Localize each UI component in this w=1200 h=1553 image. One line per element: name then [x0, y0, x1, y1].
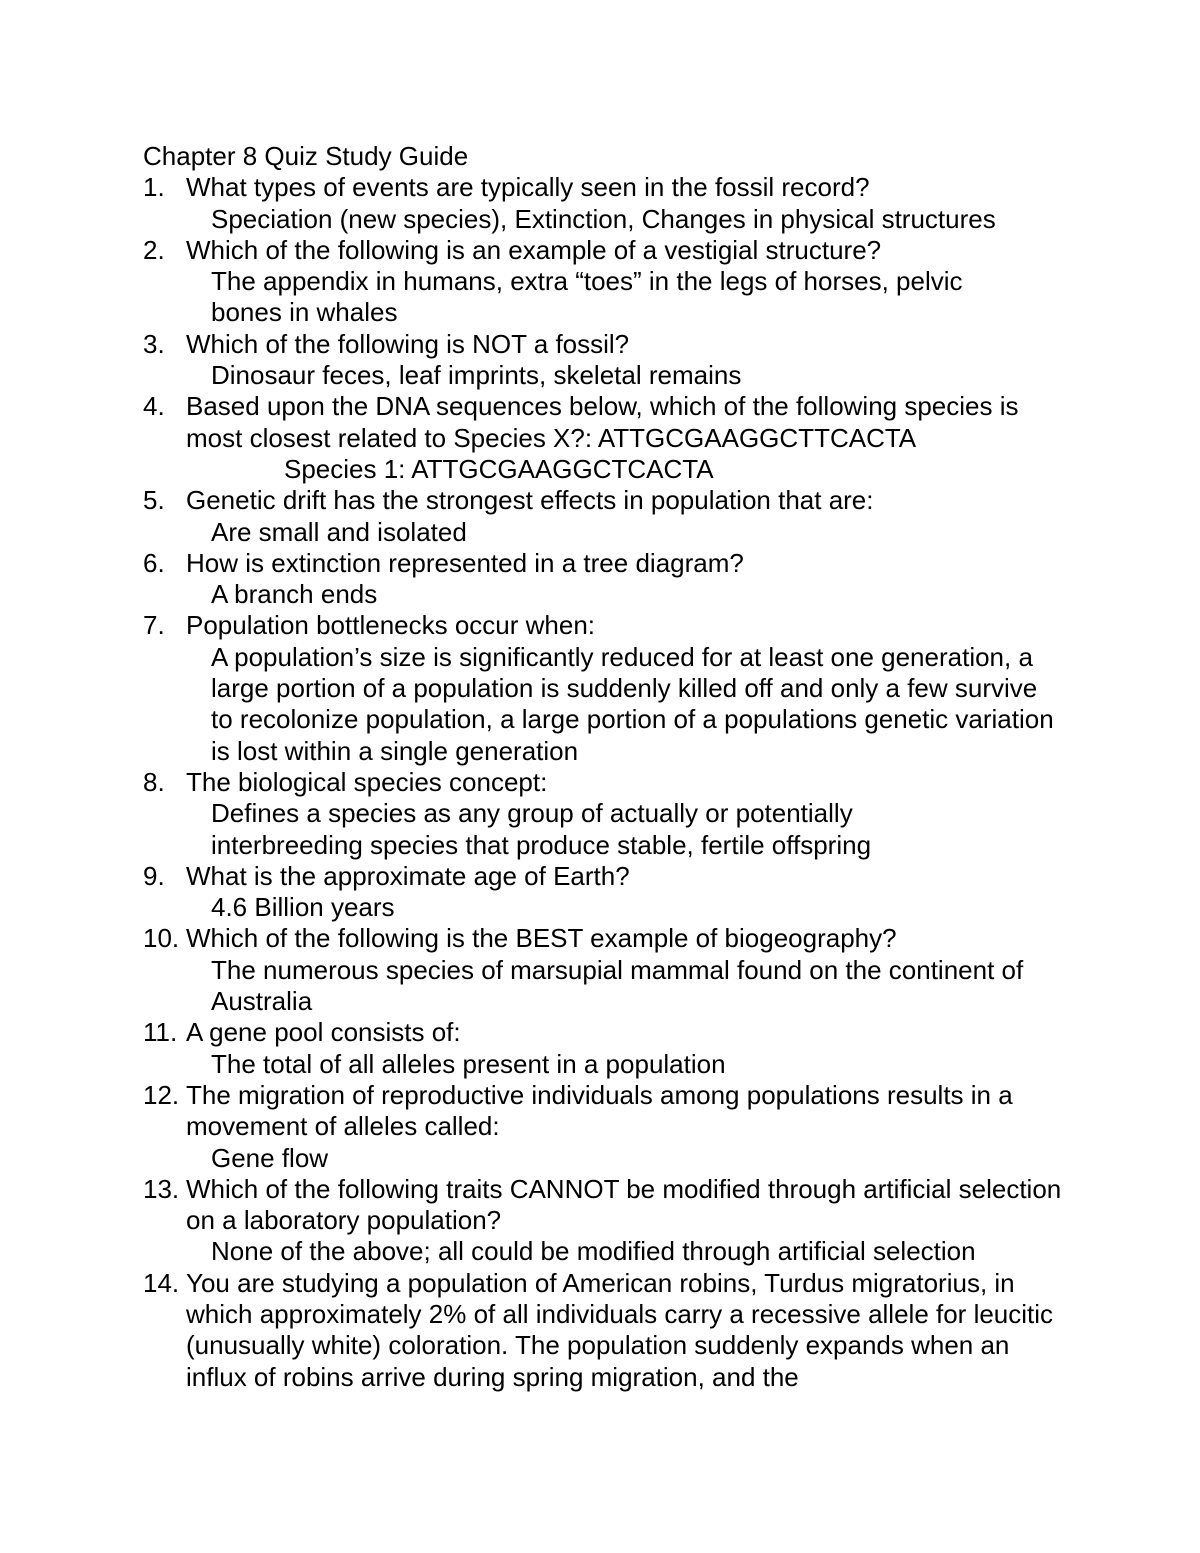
answer-text: A population’s size is significantly reduced for at least one generation, a large portion of a population is suddenly killed off and only a few survive to recolonize population, a large portion of a populations genetic variation is lost within a single generation	[211, 641, 1054, 766]
question-text: A gene pool consists of:	[186, 1017, 461, 1048]
document-title: Chapter 8 Quiz Study Guide	[143, 141, 469, 171]
answer-text: None of the above; all could be modified through artificial selection	[211, 1236, 976, 1267]
answer-text: The total of all alleles present in a population	[211, 1048, 726, 1079]
question-text: Which of the following traits CANNOT be modified through artificial selection on a laboratory population?	[186, 1173, 1062, 1236]
question-text: Which of the following is the BEST example of biogeography?	[186, 923, 897, 954]
question-10	[143, 923, 1063, 1017]
answer-text: 4.6 Billion years	[211, 892, 395, 923]
question-number: 12.	[143, 1079, 180, 1110]
question-text: Genetic drift has the strongest effects in population that are:	[186, 485, 874, 516]
question-6	[143, 548, 1063, 611]
answer-text: A branch ends	[211, 579, 378, 610]
dna-sequence-species-1: Species 1: ATTGCGAAGGCTCACTA	[284, 453, 714, 484]
question-number: 8.	[143, 766, 165, 797]
question-number: 3.	[143, 328, 165, 359]
question-text: What types of events are typically seen in the fossil record?	[186, 172, 870, 203]
question-text: Based upon the DNA sequences below, which of the following species is most closest related to Species X?: ATTGCGAAGGCTTCACTA	[186, 391, 1019, 453]
question-number: 5.	[143, 485, 165, 516]
question-number: 11.	[143, 1017, 178, 1048]
question-3	[143, 329, 1063, 392]
answer-text: The numerous species of marsupial mammal found on the continent of Australia	[211, 954, 1024, 1017]
answer-text: Are small and isolated	[211, 516, 467, 547]
question-number: 9.	[143, 860, 165, 891]
answer-text: Defines a species as any group of actually or potentially interbreeding species that produce stable, fertile offspring	[211, 798, 872, 860]
study-guide-content	[143, 141, 1063, 1393]
question-number: 7.	[143, 610, 165, 641]
question-2	[143, 235, 1063, 329]
question-5	[143, 485, 1063, 548]
question-text: You are studying a population of American robins, Turdus migratorius, in which approximately 2% of all individuals carry a recessive allele for leucitic (unusually white) coloration. The population suddenly expands when an influx of robins arrive during spring migration, and the	[186, 1267, 1054, 1392]
question-text: What is the approximate age of Earth?	[186, 860, 630, 891]
question-text: Which of the following is NOT a fossil?	[186, 328, 630, 359]
question-text: Population bottlenecks occur when:	[186, 610, 596, 641]
answer-text: The appendix in humans, extra “toes” in the legs of horses, pelvic bones in whales	[211, 266, 963, 328]
answer-text: Gene flow	[211, 1142, 329, 1173]
question-number: 6.	[143, 547, 165, 578]
question-number: 1.	[143, 172, 165, 203]
question-11	[143, 1017, 1063, 1080]
question-number: 4.	[143, 391, 165, 422]
question-number: 2.	[143, 234, 165, 265]
question-number: 10.	[143, 923, 180, 954]
question-7	[143, 610, 1063, 766]
question-number: 14.	[143, 1267, 180, 1298]
question-4	[143, 391, 1063, 485]
question-8	[143, 767, 1063, 861]
question-text: Which of the following is an example of a vestigial structure?	[186, 234, 882, 265]
question-text: How is extinction represented in a tree diagram?	[186, 547, 744, 578]
answer-text: Speciation (new species), Extinction, Changes in physical structures	[211, 203, 996, 234]
question-14	[143, 1268, 1063, 1393]
question-text: The biological species concept:	[186, 766, 548, 797]
question-text: The migration of reproductive individuals among populations results in a movement of alleles called:	[186, 1079, 1013, 1142]
question-1	[143, 172, 1063, 235]
question-number: 13.	[143, 1173, 180, 1204]
question-12	[143, 1080, 1063, 1174]
question-9	[143, 861, 1063, 924]
answer-text: Dinosaur feces, leaf imprints, skeletal remains	[211, 360, 742, 391]
question-13	[143, 1174, 1063, 1268]
